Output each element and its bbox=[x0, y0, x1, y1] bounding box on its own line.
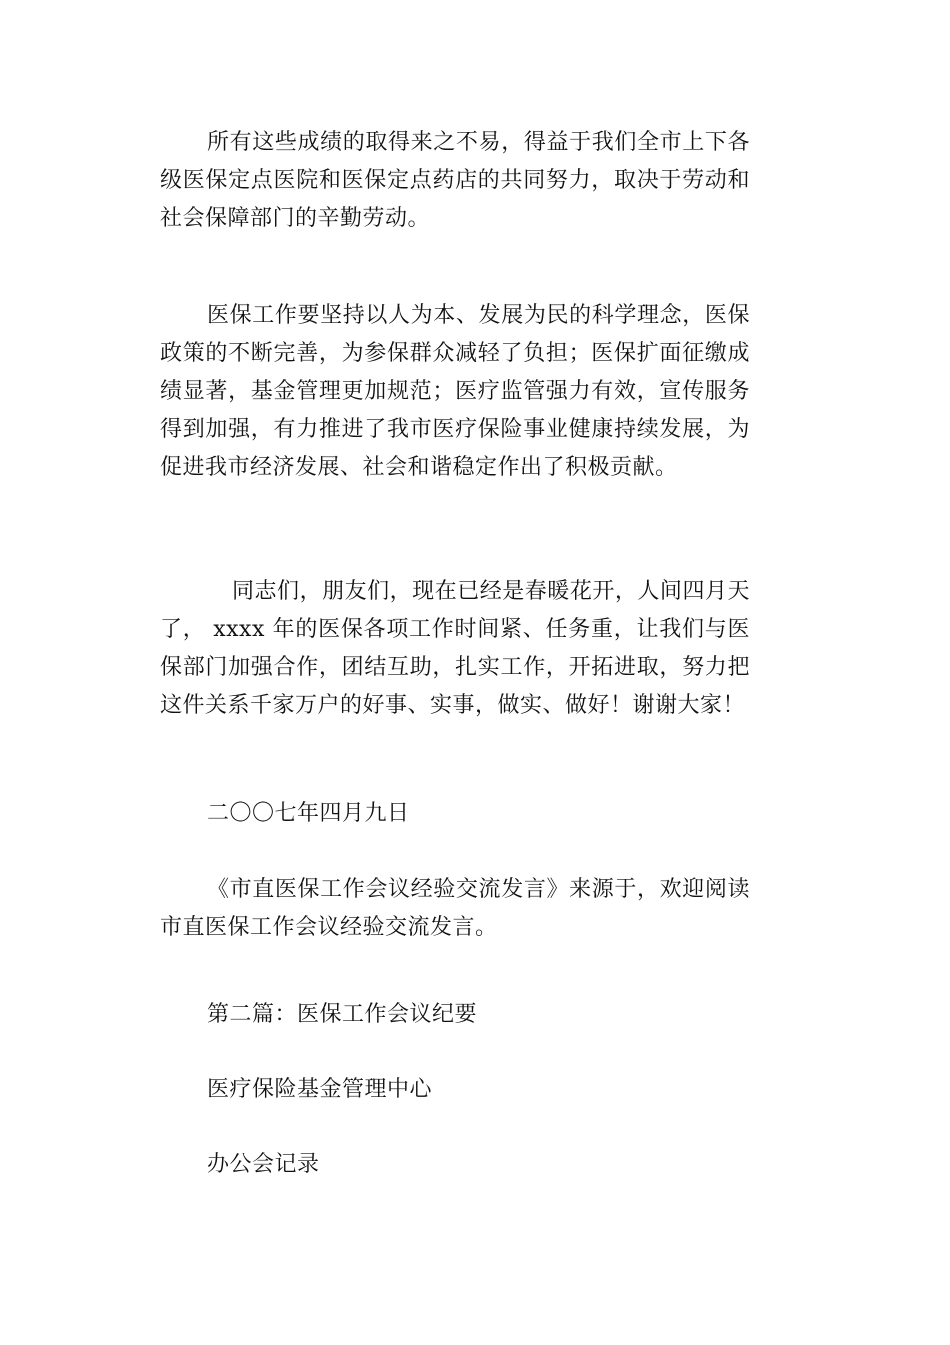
heading-second-article: 第二篇：医保工作会议纪要 bbox=[207, 1002, 478, 1027]
heading-organization: 医疗保险基金管理中心 bbox=[207, 1077, 433, 1102]
paragraph-medical-insurance-work: 医保工作要坚持以人为本、发展为民的科学理念，医保政策的不断完善，为参保群众减轻了负担；医保扩面征缴成绩显著，基金管理更加规范；医疗监管强力有效，宣传服务得到加强，有力推进了我市医疗保险事业健康持续发展，为促进我市经济发展、社会和谐稳定作出了积极贡献。 bbox=[160, 303, 750, 480]
paragraph-source-note: 《市直医保工作会议经验交流发言》来源于，欢迎阅读市直医保工作会议经验交流发言。 bbox=[160, 877, 750, 940]
heading-meeting-record: 办公会记录 bbox=[207, 1152, 320, 1177]
paragraph-closing-remarks: 同志们，朋友们，现在已经是春暖花开，人间四月天了， xxxx 年的医保各项工作时间紧、任务重，让我们与医保部门加强合作，团结互助，扎实工作，开拓进取，努力把这件关系千家万户的好事、实事，做实、做好！谢谢大家！ bbox=[160, 579, 750, 718]
paragraph-achievements: 所有这些成绩的取得来之不易，得益于我们全市上下各级医保定点医院和医保定点药店的共同努力，取决于劳动和社会保障部门的辛勤劳动。 bbox=[160, 130, 750, 231]
paragraph-date: 二〇〇七年四月九日 bbox=[207, 801, 410, 826]
